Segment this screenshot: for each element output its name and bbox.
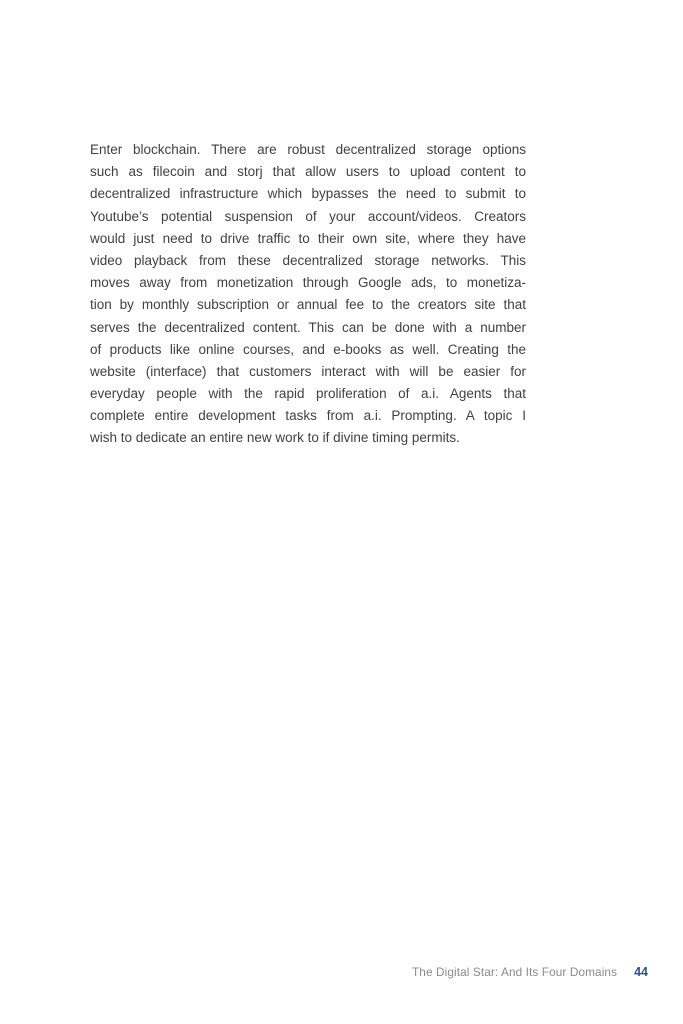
footer-page-number: 44	[634, 965, 648, 979]
paragraph-line: everyday people with the rapid proliferation of a.i. Agents that	[90, 386, 526, 402]
paragraph-line: video playback from these decentralized storage networks. This	[90, 252, 526, 268]
paragraph-line: moves away from monetization through Google ads, to monetiza-	[90, 275, 526, 291]
paragraph-line: Enter blockchain. There are robust decentralized storage options	[90, 142, 526, 157]
paragraph-line: decentralized infrastructure which bypasses the need to submit to	[90, 186, 526, 202]
paragraph-line: of products like online courses, and e-books as well. Creating the	[90, 341, 526, 357]
body-paragraph	[90, 139, 526, 450]
paragraph-line: wish to dedicate an entire new work to if divine timing permits.	[90, 430, 460, 446]
paragraph-line: website (interface) that customers interact with will be easier for	[90, 363, 526, 379]
paragraph-line: Youtube’s potential suspension of your account/videos. Creators	[90, 208, 526, 224]
page-footer	[412, 965, 648, 979]
footer-book-title: The Digital Star: And Its Four Domains	[412, 965, 618, 979]
paragraph-line: tion by monthly subscription or annual fee to the creators site that	[90, 297, 526, 313]
paragraph-line: such as filecoin and storj that allow users to upload content to	[90, 164, 526, 180]
paragraph-line: serves the decentralized content. This can be done with a number	[90, 319, 526, 335]
paragraph-line: complete entire development tasks from a.i. Prompting. A topic I	[90, 408, 526, 424]
paragraph-line: would just need to drive traffic to their own site, where they have	[90, 230, 526, 246]
